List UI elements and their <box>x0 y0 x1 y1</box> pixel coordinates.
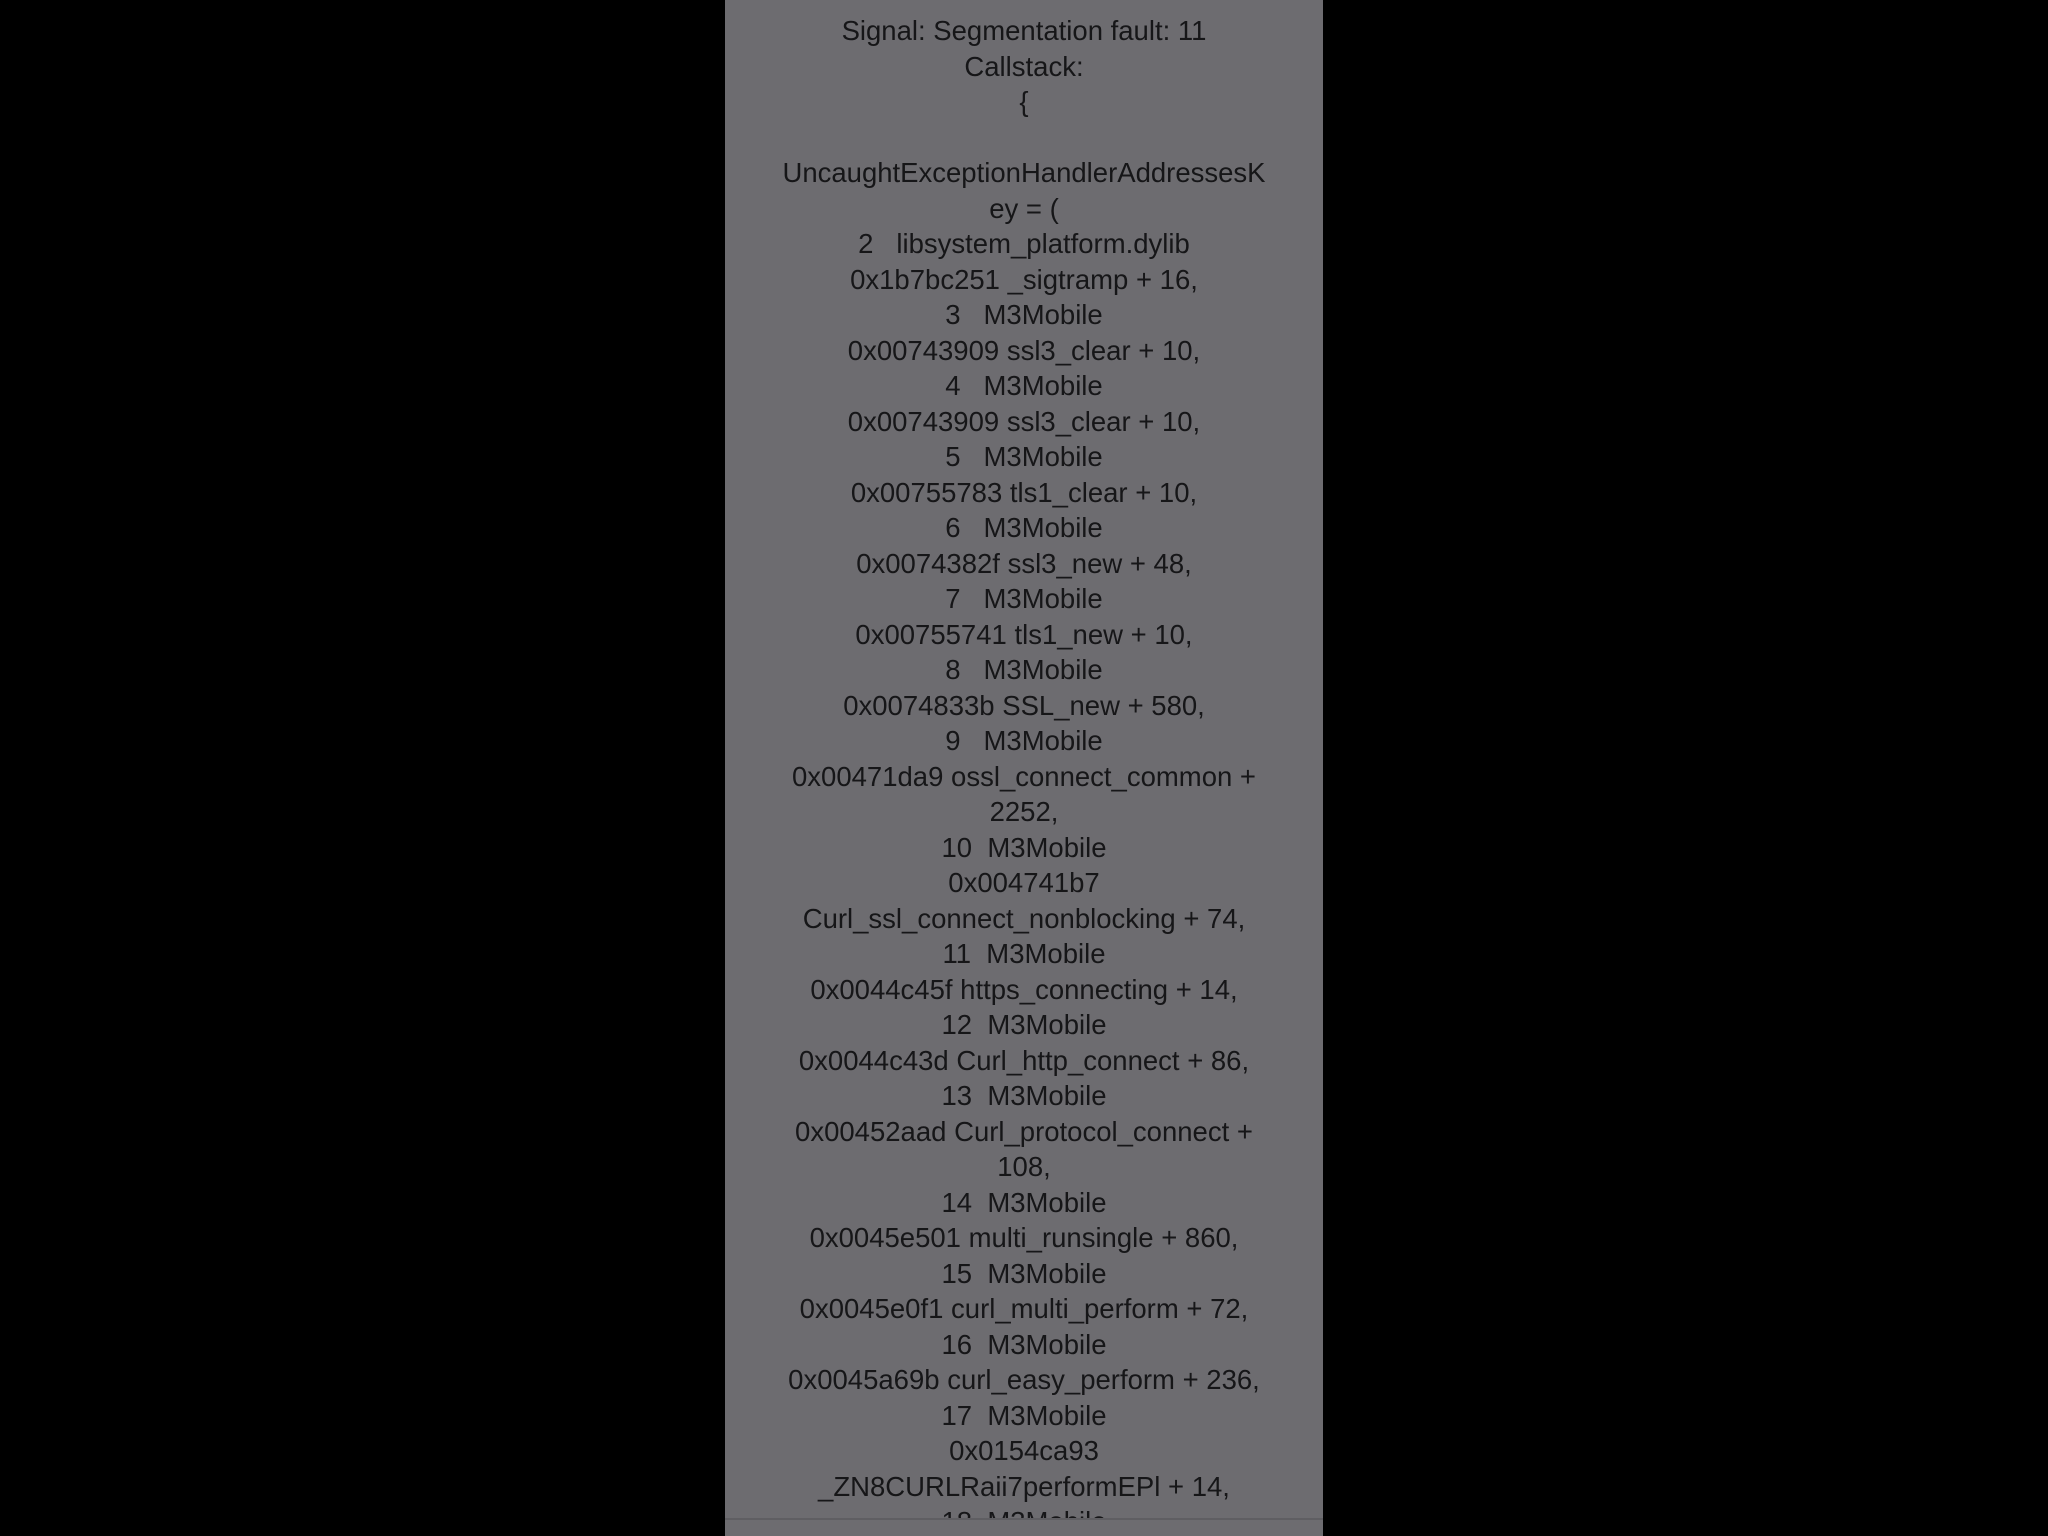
message-line: 0x00471da9 ossl_connect_common + <box>792 760 1256 792</box>
message-line: 2 libsystem_platform.dylib <box>858 228 1190 259</box>
message-line: 0x1b7bc251 _sigtramp + 16, <box>850 263 1198 295</box>
message-line: 108, <box>997 1151 1051 1182</box>
message-line: 0x0045e0f1 curl_multi_perform + 72, <box>799 1293 1249 1324</box>
message-line: 14 M3Mobile <box>941 1186 1107 1218</box>
message-line: 0x0074833b SSL_new + 580, <box>843 689 1205 721</box>
message-line: 2252, <box>989 796 1059 827</box>
message-line: 11 M3Mobile <box>942 938 1106 969</box>
message-line: 15 M3Mobile <box>941 1257 1107 1289</box>
message-line: 5 M3Mobile <box>945 441 1103 472</box>
message-line: Curl_ssl_connect_nonblocking + 74, <box>802 902 1246 934</box>
message-line: 0x00743909 ssl3_clear + 10, <box>847 405 1201 437</box>
message-line: 12 M3Mobile <box>941 1009 1107 1040</box>
message-line: UncaughtExceptionHandlerAddressesK <box>782 157 1266 188</box>
message-line: _ZN8CURLRaii7performEPl + 14, <box>818 1470 1230 1502</box>
message-line: 0x0044c43d Curl_http_connect + 86, <box>798 1044 1250 1076</box>
message-line: 0x0045e501 multi_runsingle + 860, <box>809 1222 1239 1253</box>
message-line: 0x0154ca93 <box>949 1435 1099 1466</box>
message-line: 13 M3Mobile <box>941 1080 1107 1111</box>
message-line: 0x00755783 tls1_clear + 10, <box>850 476 1198 508</box>
message-line: Signal: Segmentation fault: 11 <box>841 15 1207 46</box>
alert-title <box>725 0 1323 2</box>
message-line: 9 M3Mobile <box>945 725 1103 756</box>
message-line: 0x00755741 tls1_new + 10, <box>855 618 1193 650</box>
message-line: 0x004741b7 <box>948 867 1100 898</box>
message-line: ey = ( <box>989 192 1059 224</box>
message-line <box>749 120 1299 156</box>
message-line: 6 M3Mobile <box>945 512 1103 543</box>
message-line: 0x00452aad Curl_protocol_connect + <box>795 1115 1253 1147</box>
message-line: 4 M3Mobile <box>945 370 1103 401</box>
message-line: 10 M3Mobile <box>941 831 1107 863</box>
crash-alert-dialog <box>725 0 1323 1536</box>
message-line: 3 M3Mobile <box>945 299 1103 330</box>
message-line: 0x0045a69b curl_easy_perform + 236, <box>788 1364 1260 1395</box>
message-line: 17 M3Mobile <box>941 1399 1107 1431</box>
message-line: 8 M3Mobile <box>945 654 1103 685</box>
message-line: 16 M3Mobile <box>941 1328 1107 1360</box>
message-line: 0x0044c45f https_connecting + 14, <box>810 973 1238 1005</box>
message-line: 0x00743909 ssl3_clear + 10, <box>847 334 1201 366</box>
message-line: 7 M3Mobile <box>945 583 1103 614</box>
message-line: { <box>1019 86 1029 117</box>
message-line: 0x0074382f ssl3_new + 48, <box>856 547 1192 579</box>
alert-message-scroll[interactable] <box>749 13 1299 1536</box>
message-line: Callstack: <box>964 50 1084 82</box>
alert-button-area <box>725 1520 1323 1536</box>
